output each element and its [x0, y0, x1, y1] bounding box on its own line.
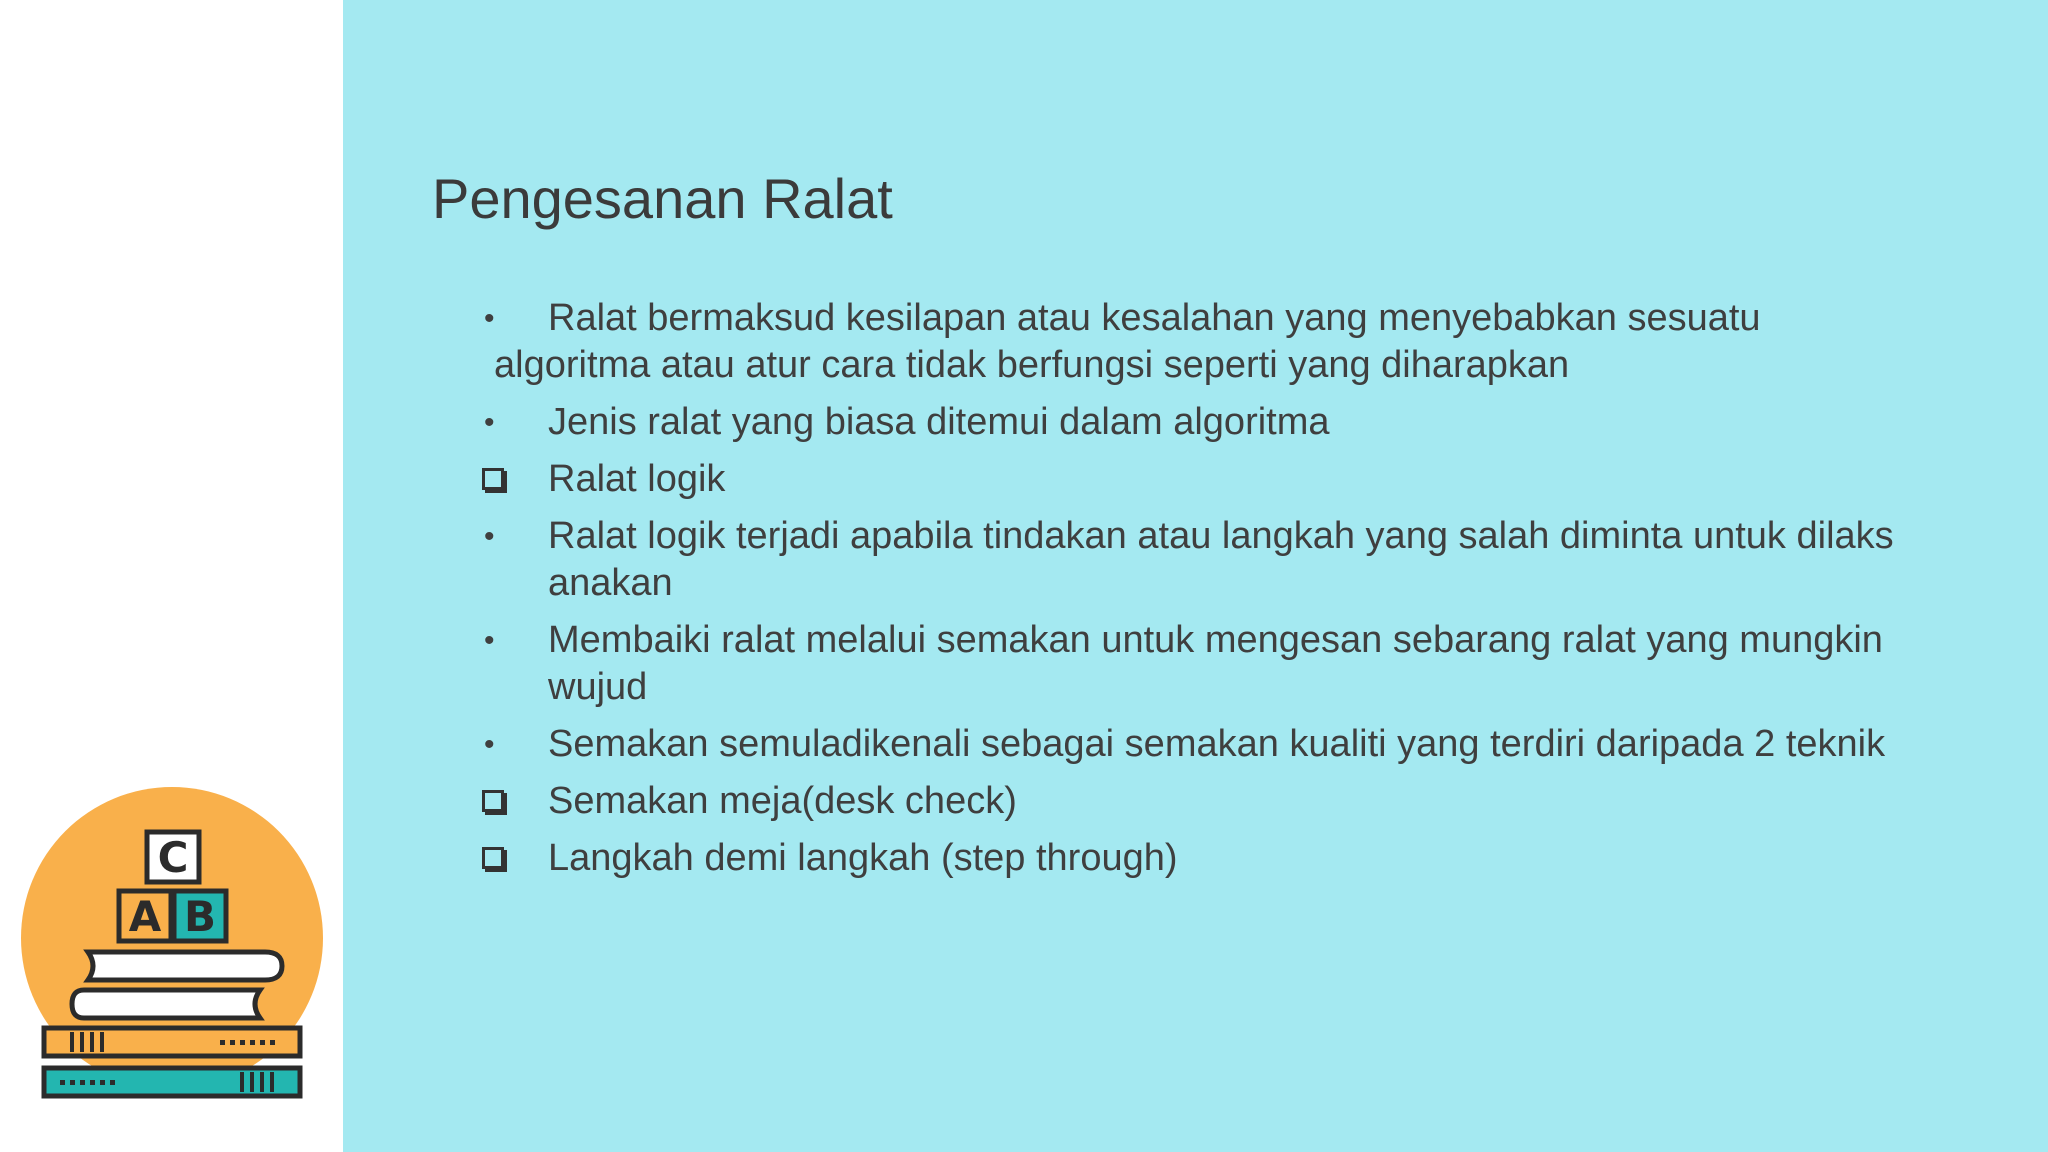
bullet-icon: • [484, 624, 495, 657]
block-a-letter: A [128, 892, 162, 941]
list-item-text: Ralat logik [548, 458, 726, 500]
bullet-icon: • [484, 728, 495, 761]
bullet-icon: • [484, 406, 495, 439]
checkbox-icon [482, 468, 504, 490]
list-item-text: Semakan meja(desk check) [548, 780, 1017, 822]
bullet-list [482, 295, 1982, 892]
list-item [482, 456, 1982, 503]
list-item-text: Ralat logik terjadi apabila tindakan atau langkah yang salah diminta untuk dilaks anakan [548, 515, 1894, 604]
list-item [482, 778, 1982, 825]
list-item-text: Jenis ralat yang biasa ditemui dalam algoritma [548, 401, 1330, 443]
list-item-text: Ralat bermaksud kesilapan atau kesalahan yang menyebabkan sesuatu [548, 297, 1761, 339]
bullet-icon: • [484, 520, 495, 553]
checkbox-icon [482, 847, 504, 869]
list-item [482, 295, 1982, 342]
list-item [482, 617, 1982, 711]
list-item-text: Langkah demi langkah (step through) [548, 837, 1178, 879]
list-item-text: Semakan semuladikenali sebagai semakan kualiti yang terdiri daripada 2 teknik [548, 723, 1886, 765]
list-item-text: algoritma atau atur cara tidak berfungsi seperti yang diharapkan [494, 344, 1570, 386]
stacked-books-alphabet-blocks-icon [20, 786, 325, 1106]
list-item [482, 342, 1982, 389]
list-item [482, 835, 1982, 882]
slide-title: Pengesanan Ralat [432, 167, 893, 230]
block-b-letter: B [183, 892, 217, 941]
list-item-text: Membaiki ralat melalui semakan untuk mengesan sebarang ralat yang mungkin wujud [548, 619, 1883, 708]
list-item [482, 721, 1982, 768]
checkbox-icon [482, 790, 504, 812]
list-item [482, 513, 1982, 607]
bullet-icon: • [484, 302, 495, 335]
list-item [482, 399, 1982, 446]
block-c-letter: C [157, 833, 189, 882]
